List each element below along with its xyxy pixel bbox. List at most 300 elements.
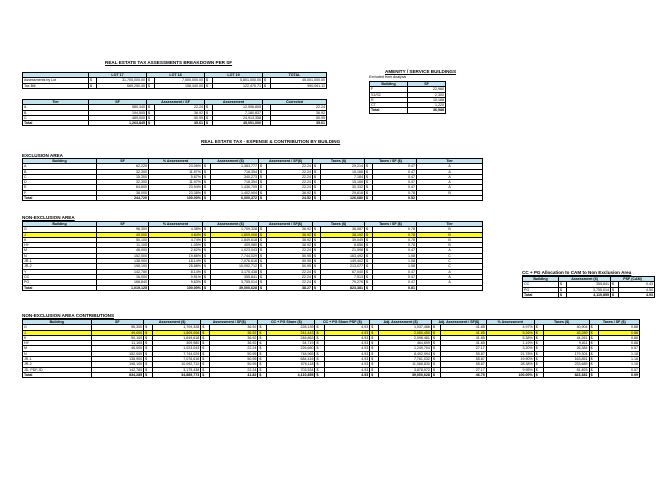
table-cell: $ xyxy=(313,190,321,195)
table-cell: C xyxy=(417,264,483,269)
table-cell: $ xyxy=(315,357,324,362)
table-cell: 22.24 xyxy=(267,280,313,285)
table-header-row xyxy=(523,277,655,282)
table-cell: 9.95% xyxy=(486,367,534,372)
column-header: Taxes / SF ($) xyxy=(365,159,417,164)
table-cell: M xyxy=(23,248,97,253)
table-cell: 36.92 xyxy=(267,243,313,248)
table-cell: $ xyxy=(313,269,321,274)
table-row xyxy=(23,196,483,201)
table-cell: 1.19% xyxy=(486,341,534,346)
table-cell: $ xyxy=(370,330,379,335)
table-cell: $ xyxy=(589,325,598,330)
table-cell: 5.26% xyxy=(486,330,534,335)
table-cell: D xyxy=(23,180,97,185)
table-cell: $ xyxy=(589,346,598,351)
table-cell: 0.57 xyxy=(598,367,639,372)
table-cell: $ xyxy=(559,287,567,292)
table-cell: $ xyxy=(589,357,598,362)
table-cell: $ xyxy=(201,325,210,330)
table-cell: 38,000 xyxy=(97,190,149,195)
table-cell: CC xyxy=(523,282,559,287)
table-cell: CC xyxy=(23,274,97,279)
table-cell: $ xyxy=(431,367,440,372)
table-cell: $ xyxy=(315,335,324,340)
table-cell: 4.97% xyxy=(486,325,534,330)
table-cell: $ xyxy=(365,243,373,248)
table-cell: 3,175,438 xyxy=(153,367,201,372)
table-cell: 10,092,712 xyxy=(153,362,201,367)
table-cell: $ xyxy=(203,237,211,242)
table-cell: $ xyxy=(534,367,543,372)
table-cell: 5,801,000.00 xyxy=(213,78,263,83)
table-cell: 36.92 xyxy=(267,227,313,232)
table-cell: 194,505 xyxy=(89,110,147,115)
column-header: PSF (CAM) xyxy=(611,277,655,282)
table-cell: 834,285 xyxy=(91,372,144,377)
table-cell: $ xyxy=(313,174,321,179)
table-row xyxy=(23,121,327,126)
table-cell: $ xyxy=(370,372,379,377)
column-header: SF xyxy=(89,100,147,105)
table-cell: 39,000,628 xyxy=(211,285,259,290)
table-cell: 44,261 xyxy=(543,335,589,340)
table-cell: 55.87 xyxy=(441,351,487,356)
table-cell xyxy=(417,196,483,201)
table-cell: 35.61 xyxy=(271,121,327,126)
table-cell: 11,068,830 xyxy=(379,362,432,367)
table-cell: 5.67% xyxy=(149,174,203,179)
exclusion-title: EXCLUSION AREA xyxy=(22,153,63,158)
table-cell: 4.93 xyxy=(324,335,370,340)
table-cell: $ xyxy=(263,78,271,83)
table-cell: 152,000 xyxy=(91,351,144,356)
table-cell: $ xyxy=(147,115,155,120)
table-cell: 1,263,845 xyxy=(89,121,147,126)
table-cell: 50.95 xyxy=(155,115,205,120)
table-cell: Total xyxy=(23,285,97,290)
column-header: LOT 17 xyxy=(89,73,147,78)
table-cell: $ xyxy=(534,341,543,346)
table-cell: 7,744,029 xyxy=(211,253,259,258)
table-cell: $ xyxy=(258,346,267,351)
table-cell: 0.88 xyxy=(598,325,639,330)
table-cell: $ xyxy=(365,232,373,237)
table-cell: 30,332 xyxy=(321,185,365,190)
table-cell: $ xyxy=(365,164,373,169)
table-cell: $ xyxy=(201,341,210,346)
table-cell: 4.93 xyxy=(324,325,370,330)
column-header: % Assessment xyxy=(486,320,534,325)
table-cell: $ xyxy=(259,196,267,201)
table-cell: 49,000 xyxy=(97,232,149,237)
table-cell: 355,841 xyxy=(567,282,611,287)
table-cell: $ xyxy=(589,330,598,335)
table-cell: 138,900 xyxy=(97,259,149,264)
table-cell: 39,049 xyxy=(321,237,365,242)
table-cell: 1.18 xyxy=(598,362,639,367)
column-header: Assessment ($) xyxy=(203,222,259,227)
table-cell: 7,744,029 xyxy=(153,351,201,356)
table-cell: G xyxy=(23,325,92,330)
table-cell: $ xyxy=(589,362,598,367)
table-cell: $ xyxy=(559,282,567,287)
table-cell: 0.88 xyxy=(598,341,639,346)
table-cell: 4.38% xyxy=(149,227,203,232)
table-cell: HY xyxy=(23,243,97,248)
table-cell: 3,755,014 xyxy=(211,280,259,285)
table-cell: 7,513 xyxy=(321,274,365,279)
assessments-title: REAL ESTATE TAX ASSESSMENTS BREAKDOWN PER SF xyxy=(105,60,233,65)
table-cell: 36.92 xyxy=(210,341,258,346)
table-cell: 0.78 xyxy=(373,232,417,237)
column-header: Building xyxy=(523,277,559,282)
table-cell: 26,384 xyxy=(543,346,589,351)
column-header: Building xyxy=(23,222,97,227)
column-header: Building xyxy=(370,82,408,87)
table-cell: $ xyxy=(259,237,267,242)
table-cell: 142,780 xyxy=(97,269,149,274)
table-cell: $ xyxy=(203,280,211,285)
table-cell: 0.78 xyxy=(373,243,417,248)
table-cell: JR-1 xyxy=(23,259,97,264)
table-cell: 36.92 xyxy=(155,110,205,115)
table-cell: 22,980 xyxy=(408,87,446,92)
table-cell: $ xyxy=(258,330,267,335)
table-cell: 355,841 xyxy=(211,274,259,279)
table-cell: $ xyxy=(203,248,211,253)
table-cell: $ xyxy=(313,227,321,232)
table-cell: Total xyxy=(23,121,89,126)
table-cell: 22.24 xyxy=(155,105,205,110)
table-cell: B xyxy=(417,232,483,237)
table-cell: 46.75 xyxy=(441,372,487,377)
table-cell: 1,709,328 xyxy=(153,325,201,330)
table-cell: 100.00% xyxy=(149,285,203,290)
table-cell: N xyxy=(23,253,97,258)
table-cell: JR-2 xyxy=(23,264,97,269)
table-cell: C xyxy=(417,259,483,264)
amenity-subtitle: Excluded from Analysis xyxy=(369,75,407,79)
table-cell: $ xyxy=(313,285,321,290)
table-cell: 2,300 xyxy=(408,92,446,97)
table-cell xyxy=(417,285,483,290)
table-cell: 23.38% xyxy=(149,190,203,195)
table-cell: Total xyxy=(370,108,408,113)
table-cell: A xyxy=(417,174,483,179)
exclusion-table xyxy=(22,158,483,201)
table-cell: 4.64% xyxy=(149,232,203,237)
column-header: Assessment ($) xyxy=(203,159,259,164)
column-header: Taxes ($) xyxy=(313,159,365,164)
table-cell: 96,300 xyxy=(97,227,149,232)
table-cell: J xyxy=(23,232,97,237)
table-cell: $ xyxy=(534,335,543,340)
table-cell: 142,780 xyxy=(91,367,144,372)
table-cell: 1,019,125 xyxy=(97,285,149,290)
table-cell: 29,618 xyxy=(321,190,365,195)
table-cell: 39,000,628 xyxy=(379,372,432,377)
table-cell: $ xyxy=(259,227,267,232)
table-cell: $ xyxy=(431,346,440,351)
table-cell: $ xyxy=(589,372,598,377)
table-cell: $ xyxy=(534,346,543,351)
table-cell: $ xyxy=(205,121,213,126)
table-cell: N xyxy=(23,351,92,356)
table-cell: 0.47 xyxy=(373,274,417,279)
table-cell: $ xyxy=(259,232,267,237)
table-cell: 79,276 xyxy=(321,280,365,285)
column-header: Assessment / SF($) xyxy=(201,320,258,325)
table-cell: $ xyxy=(370,341,379,346)
table-cell: 21.78% xyxy=(486,351,534,356)
table-cell: 246,863 xyxy=(267,335,315,340)
table-cell: $ xyxy=(144,330,153,335)
table-cell: E xyxy=(23,185,97,190)
table-cell: $ xyxy=(203,232,211,237)
table-cell: 1.08 xyxy=(373,264,417,269)
table-cell: 1,383,777 xyxy=(211,164,259,169)
table-cell: 22.24 xyxy=(267,164,313,169)
table-cell: A xyxy=(23,105,89,110)
table-cell: 244,720 xyxy=(97,196,149,201)
table-cell: 168,840 xyxy=(97,280,149,285)
table-cell: 22.24 xyxy=(267,248,313,253)
column-header: % Assessment xyxy=(149,222,203,227)
table-cell: 10,092,712 xyxy=(211,264,259,269)
table-cell: 580,340 xyxy=(89,105,147,110)
table-cell: Total xyxy=(523,292,559,297)
table-cell: 4.93 xyxy=(324,367,370,372)
table-cell: $ xyxy=(259,269,267,274)
table-cell: $ xyxy=(258,351,267,356)
table-cell: 684,416 xyxy=(267,357,315,362)
table-cell: 96,300 xyxy=(91,325,144,330)
table-cell: 0.57 xyxy=(598,346,639,351)
table-cell: 38,192 xyxy=(321,232,365,237)
table-cell: $ xyxy=(365,169,373,174)
table-cell: 4.93 xyxy=(324,341,370,346)
column-header: Taxes / SF ($) xyxy=(589,320,639,325)
table-cell: 32,300 xyxy=(97,169,149,174)
table-cell: 1.05% xyxy=(149,243,203,248)
table-cell: 22.24 xyxy=(267,169,313,174)
table-cell: $ xyxy=(147,83,155,88)
table-cell: 23.94% xyxy=(149,185,203,190)
table-cell: $ xyxy=(534,325,543,330)
table-cell: 3,878,972 xyxy=(379,367,432,372)
table-cell: 3,755,014 xyxy=(567,287,611,292)
table-cell: $ xyxy=(315,367,324,372)
lot-table xyxy=(22,72,327,89)
table-cell: 38.27 xyxy=(267,285,313,290)
table-cell: 0.88 xyxy=(598,335,639,340)
table-cell: 1.18 xyxy=(598,351,639,356)
table-cell: 36,087 xyxy=(321,227,365,232)
table-cell: $ xyxy=(431,335,440,340)
table-row xyxy=(370,108,446,113)
table-cell: $ xyxy=(203,269,211,274)
table-cell: $ xyxy=(365,280,373,285)
table-cell: 100.00% xyxy=(486,372,534,377)
table-cell: 0.47 xyxy=(373,280,417,285)
table-cell: 36.92 xyxy=(267,232,313,237)
table-cell: $ xyxy=(370,351,379,356)
table-cell: 19.86% xyxy=(149,253,203,258)
table-cell: 149,402 xyxy=(321,259,365,264)
table-cell: $ xyxy=(201,335,210,340)
table-cell: $ xyxy=(313,248,321,253)
table-cell: $ xyxy=(431,325,440,330)
table-cell: $ xyxy=(258,357,267,362)
table-cell: 1,849,618 xyxy=(153,335,201,340)
table-cell: 50.95 xyxy=(267,264,313,269)
table-cell: $ xyxy=(534,372,543,377)
nea-contrib-table xyxy=(22,319,640,378)
table-cell: 1,709,328 xyxy=(211,227,259,232)
table-cell: A xyxy=(417,169,483,174)
table-cell: 138,900 xyxy=(91,357,144,362)
table-cell: 50.95 xyxy=(210,362,258,367)
table-cell: $ xyxy=(370,335,379,340)
table-cell: K xyxy=(23,237,97,242)
table-cell xyxy=(263,121,271,126)
table-cell: 0.99 xyxy=(598,372,639,377)
table-cell: 41.85 xyxy=(441,330,487,335)
table-row xyxy=(23,285,483,290)
table-cell: $ xyxy=(313,196,321,201)
table-cell: 1,220 xyxy=(408,103,446,108)
table-cell: HY xyxy=(23,341,92,346)
table-cell: B xyxy=(417,227,483,232)
table-cell: 0.47 xyxy=(373,248,417,253)
table-cell: 5.38% xyxy=(486,335,534,340)
table-cell: $ xyxy=(203,243,211,248)
table-cell: 233,685 xyxy=(543,362,589,367)
nea-contrib-title: NON-EXCLUSION AREA CONTRIBUTIONS xyxy=(22,313,115,318)
column-header: % Assessment xyxy=(149,159,203,164)
table-row xyxy=(23,372,640,377)
table-cell: 11,105 xyxy=(91,341,144,346)
table-cell: 35.61 xyxy=(155,121,205,126)
table-cell: 36.92 xyxy=(210,325,258,330)
table-cell: K xyxy=(23,335,92,340)
amenity-title: AMENITY / SERVICE BUILDINGS xyxy=(385,69,457,74)
table-cell: 703,534 xyxy=(267,367,315,372)
table-cell: 4.50 xyxy=(619,287,655,292)
column-header: Tier xyxy=(417,222,483,227)
table-cell: $ xyxy=(365,253,373,258)
table-cell: $ xyxy=(144,351,153,356)
table-cell: 16,000 xyxy=(97,274,149,279)
table-cell: 9.63% xyxy=(149,280,203,285)
table-cell: $ xyxy=(203,196,211,201)
table-cell: $ xyxy=(315,325,324,330)
table-cell: $ xyxy=(147,110,155,115)
table-cell: $ xyxy=(313,259,321,264)
table-cell: 0.78 xyxy=(373,190,417,195)
table-cell: 50.95 xyxy=(267,253,313,258)
table-cell: $ xyxy=(259,243,267,248)
table-cell: $ xyxy=(313,185,321,190)
table-cell: $ xyxy=(365,248,373,253)
table-cell: 228,139 xyxy=(267,325,315,330)
table-cell: 8.14% xyxy=(149,269,203,274)
column-header: TOTAL xyxy=(263,73,327,78)
table-cell: 22.24 xyxy=(267,180,313,185)
table-cell: R xyxy=(370,97,408,102)
table-cell: 50.95 xyxy=(210,357,258,362)
table-cell: 4.93 xyxy=(324,351,370,356)
table-cell: $ xyxy=(259,185,267,190)
table-cell: $ xyxy=(203,274,211,279)
table-cell: 241,443 xyxy=(267,330,315,335)
table-cell: $ xyxy=(259,180,267,185)
table-cell: J xyxy=(23,330,92,335)
table-cell: $ xyxy=(365,285,373,290)
table-cell: 22.24 xyxy=(271,105,327,110)
table-cell: 36.92 xyxy=(210,330,258,335)
table-cell: JR-1 xyxy=(23,357,92,362)
table-cell: 1,023,043 xyxy=(211,248,259,253)
table-cell: $ xyxy=(370,325,379,330)
table-cell: 3.20% xyxy=(486,346,534,351)
table-cell: 1,809,008 xyxy=(211,232,259,237)
table-cell: 122,470.71 xyxy=(213,83,263,88)
table-cell: $ xyxy=(258,325,267,330)
table-cell: $ xyxy=(431,330,440,335)
table-cell: B xyxy=(417,237,483,242)
table-cell: 22.24 xyxy=(267,174,313,179)
table-cell: $ xyxy=(315,330,324,335)
table-cell: A xyxy=(417,164,483,169)
table-cell: 23.06% xyxy=(149,164,203,169)
table-cell: $ xyxy=(89,83,97,88)
table-cell: 4.93 xyxy=(324,362,370,367)
table-cell: $ xyxy=(365,196,373,201)
table-cell: $ xyxy=(313,280,321,285)
table-cell: 55.87 xyxy=(441,362,487,367)
table-cell: 41.85 xyxy=(441,341,487,346)
table-cell: $ xyxy=(201,367,210,372)
table-cell: 1.08 xyxy=(373,253,417,258)
table-cell: Y xyxy=(23,269,97,274)
table-cell: $ xyxy=(205,83,213,88)
table-cell: C xyxy=(23,115,89,120)
table-cell: 1,023,043 xyxy=(153,346,201,351)
table-cell: B xyxy=(417,243,483,248)
table-cell: 11.97% xyxy=(149,180,203,185)
table-cell: 158,340.00 xyxy=(155,83,205,88)
table-cell: Tax Bill xyxy=(23,83,89,88)
table-cell: B xyxy=(23,110,89,115)
table-cell: $ xyxy=(589,341,598,346)
table-cell: 40,904 xyxy=(543,325,589,330)
table-cell: $ xyxy=(263,83,271,88)
table-cell: 67,040 xyxy=(321,269,365,274)
table-cell: 11,105 xyxy=(97,243,149,248)
table-cell: $ xyxy=(313,243,321,248)
column-header: Taxes ($) xyxy=(313,222,365,227)
table-cell: 163,851 xyxy=(543,357,589,362)
table-cell: Total xyxy=(23,372,92,377)
table-cell: $ xyxy=(315,346,324,351)
table-cell: 748,965 xyxy=(267,351,315,356)
table-cell: 823,381 xyxy=(321,285,365,290)
table-cell: 24,913,358 xyxy=(213,115,263,120)
table-cell: $ xyxy=(203,253,211,258)
table-cell: $ xyxy=(201,330,210,335)
